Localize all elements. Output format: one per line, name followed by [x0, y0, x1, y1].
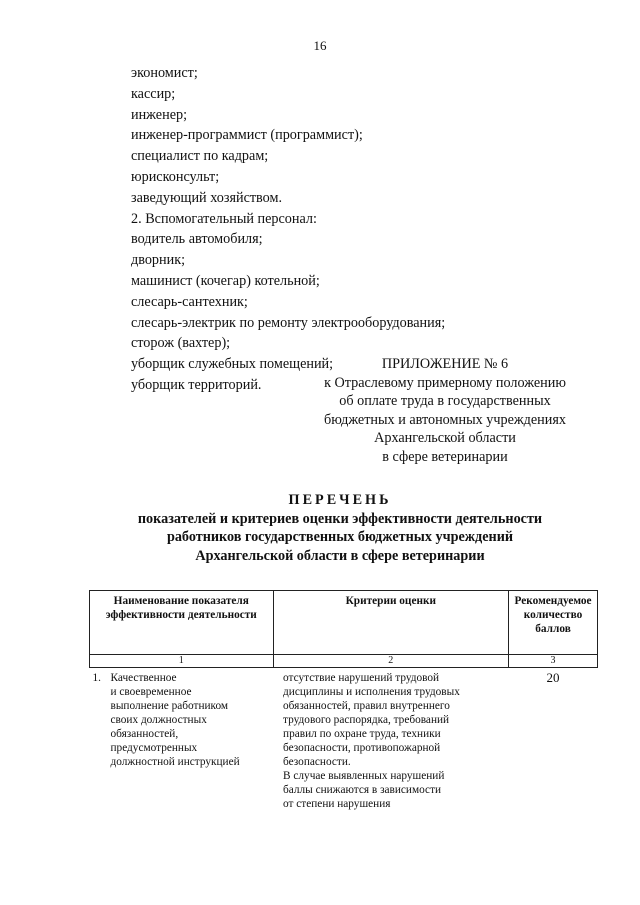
header-score — [509, 591, 598, 655]
indicator-line: Качественное — [110, 672, 177, 684]
list-item: уборщик территорий. — [131, 376, 262, 393]
indicator-text — [111, 671, 240, 769]
list-item: сторож (вахтер); — [131, 335, 231, 352]
criteria-line: от степени нарушения — [283, 798, 391, 810]
title-line: работников государственных бюджетных учреждений — [166, 529, 514, 545]
appendix-line: к Отраслевому примерному положению — [324, 374, 566, 391]
indicator-cell — [90, 668, 274, 812]
list-item: слесарь-сантехник; — [131, 293, 248, 310]
header-line: Критерии оценки — [345, 595, 436, 607]
criteria-line: безопасности, противопожарной — [283, 742, 441, 754]
column-number: 1 — [90, 655, 274, 668]
row-number: 1. — [92, 672, 101, 684]
criteria-line: трудового распорядка, требований — [283, 714, 450, 726]
list-item: дворник; — [131, 252, 186, 269]
appendix-line: бюджетных и автономных учреждениях — [324, 411, 566, 428]
criteria-line: баллы снижаются в зависимости — [283, 784, 442, 796]
criteria-line: дисциплины и исполнения трудовых — [283, 686, 460, 698]
appendix-line: об оплате труда в государственных — [339, 393, 551, 409]
page-number: 16 — [313, 38, 327, 53]
appendix-line: в сфере ветеринарии — [382, 448, 508, 465]
header-line: Наименование показателя — [113, 595, 249, 607]
list-item: слесарь-электрик по ремонту электрооборудования; — [131, 314, 446, 331]
criteria-line: правил по охране труда, техники — [283, 728, 441, 740]
list-item: кассир; — [131, 85, 176, 102]
indicator-line: должностной инструкцией — [110, 756, 240, 768]
staff-list — [131, 63, 445, 396]
column-number: 3 — [509, 655, 598, 668]
header-criteria — [273, 591, 509, 655]
list-item: инженер; — [131, 106, 188, 123]
criteria-table — [89, 590, 598, 811]
title-main: ПЕРЕЧЕНЬ — [288, 492, 392, 508]
list-item: инженер-программист (программист); — [131, 127, 363, 144]
indicator-line: выполнение работником — [110, 700, 229, 712]
list-item: заведующий хозяйством. — [131, 189, 283, 206]
criteria-line: отсутствие нарушений трудовой — [283, 672, 440, 684]
header-line: баллов — [535, 623, 571, 635]
header-line: эффективности деятельности — [105, 609, 257, 621]
title-line: Архангельской области в сфере ветеринарии — [195, 547, 485, 564]
header-indicator — [90, 591, 274, 655]
table-row — [90, 668, 598, 812]
list-item: водитель автомобиля; — [131, 231, 263, 248]
table-header-row — [90, 591, 598, 655]
score-cell: 20 — [546, 670, 560, 685]
list-item: машинист (кочегар) котельной; — [131, 272, 320, 289]
indicator-line: и своевременное — [110, 686, 192, 698]
indicator-line: обязанностей, — [110, 728, 179, 740]
criteria-line: обязанностей, правил внутреннего — [283, 700, 450, 712]
criteria-line: В случае выявленных нарушений — [283, 770, 445, 782]
column-number-row — [90, 655, 598, 668]
list-item: специалист по кадрам; — [131, 148, 269, 165]
indicator-line: предусмотренных — [110, 742, 198, 754]
criteria-cell — [273, 668, 509, 812]
column-number: 2 — [273, 655, 509, 668]
document-title — [90, 491, 590, 565]
list-item: 2. Вспомогательный персонал: — [131, 210, 317, 227]
header-line: количество — [523, 609, 583, 621]
criteria-line: безопасности. — [283, 756, 351, 768]
appendix-line: Архангельской области — [374, 430, 516, 446]
list-item: уборщик служебных помещений; — [131, 356, 334, 373]
title-line: показателей и критериев оценки эффективности деятельности — [137, 510, 543, 527]
list-item: юрисконсульт; — [131, 168, 220, 185]
appendix-heading: ПРИЛОЖЕНИЕ № 6 — [381, 356, 509, 372]
header-line: Рекомендуемое — [514, 595, 592, 607]
appendix-block — [300, 355, 590, 466]
indicator-line: своих должностных — [110, 714, 207, 726]
list-item: экономист; — [131, 65, 198, 81]
